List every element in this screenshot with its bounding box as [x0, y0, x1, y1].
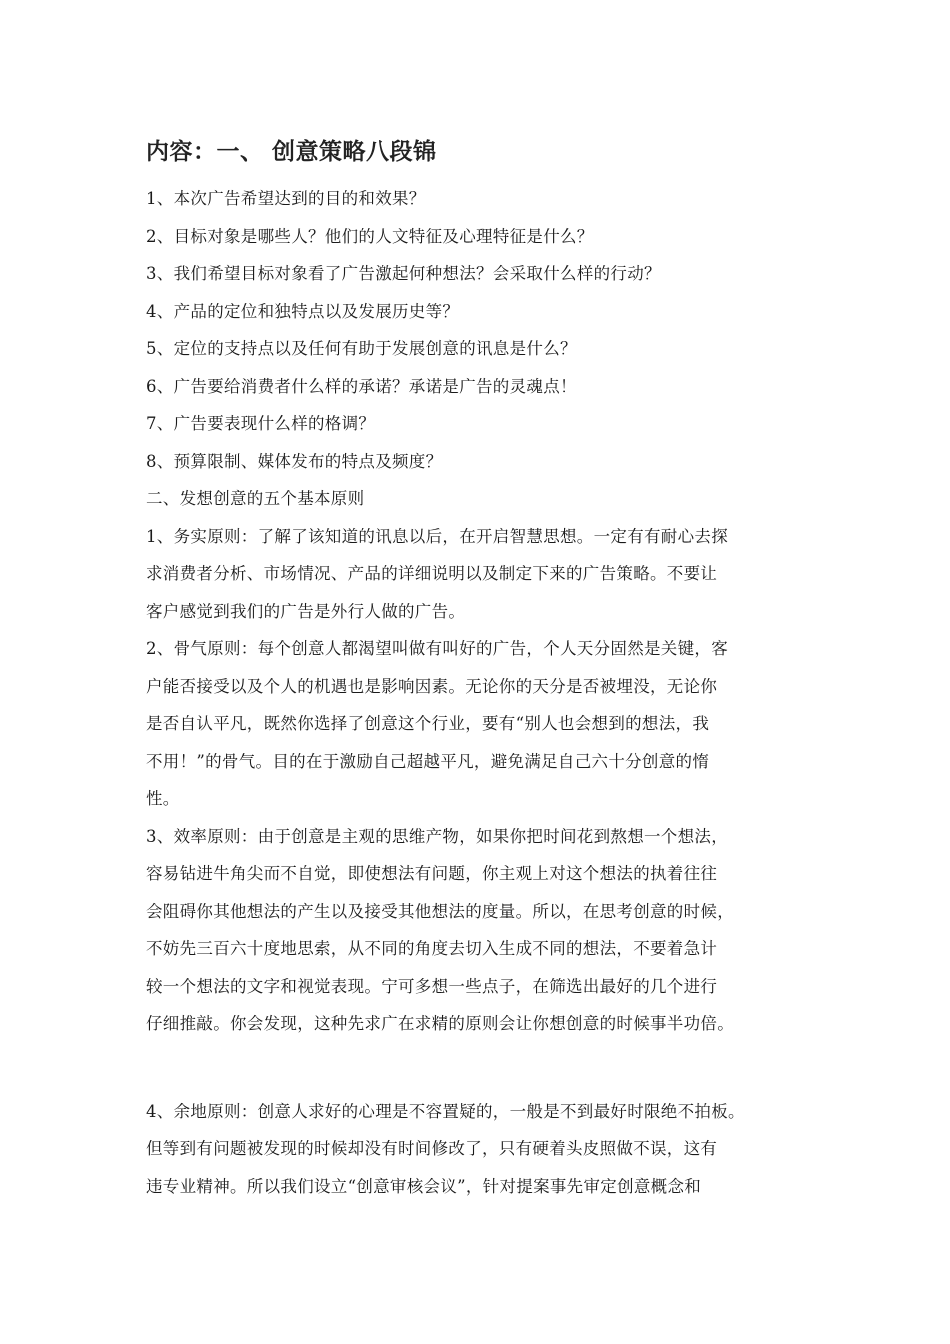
text-line: 2、目标对象是哪些人？他们的人文特征及心理特征是什么？: [146, 226, 594, 246]
paragraph-gap: [146, 1043, 836, 1093]
text-line: 客户感觉到我们的广告是外行人做的广告。: [146, 601, 466, 621]
text-line: 是否自认平凡，既然你选择了创意这个行业，要有“别人也会想到的想法，我: [146, 714, 710, 733]
text-line: 6、广告要给消费者什么样的承诺？承诺是广告的灵魂点！: [146, 376, 577, 396]
document-page: [146, 134, 836, 1205]
text-line: 不用！”的骨气。目的在于激励自己超越平凡，避免满足自己六十分创意的惰: [146, 751, 710, 771]
text-line: 8、预算限制、媒体发布的特点及频度？: [146, 451, 443, 471]
text-line: 4、余地原则：创意人求好的心理是不容置疑的，一般是不到最好时限绝不拍板。: [146, 1101, 745, 1121]
text-line: 较一个想法的文字和视觉表现。宁可多想一些点子，在筛选出最好的几个进行: [146, 976, 718, 996]
text-line: 但等到有问题被发现的时候却没有时间修改了，只有硬着头皮照做不误，这有: [146, 1139, 718, 1158]
text-line: 违专业精神。所以我们设立“创意审核会议”，针对提案事先审定创意概念和: [146, 1176, 702, 1196]
paragraph-block-b: [146, 1093, 836, 1206]
text-line: 户能否接受以及个人的机遇也是影响因素。无论你的天分是否被埋没，无论你: [146, 676, 718, 696]
text-line: 容易钻进牛角尖而不自觉，即使想法有问题，你主观上对这个想法的执着往往: [146, 864, 718, 883]
text-line: 求消费者分析、市场情况、产品的详细说明以及制定下来的广告策略。不要让: [146, 564, 718, 583]
text-line: 不妨先三百六十度地思索，从不同的角度去切入生成不同的想法，不要着急计: [146, 939, 718, 958]
document-title: 内容：一、 创意策略八段锦: [146, 139, 437, 165]
text-line: 会阻碍你其他想法的产生以及接受其他想法的度量。所以，在思考创意的时候，: [146, 901, 734, 921]
text-line: 1、务实原则：了解了该知道的讯息以后，在开启智慧思想。一定有有耐心去探: [146, 526, 728, 546]
text-line: 仔细推敲。你会发现，这种先求广在求精的原则会让你想创意的时候事半功倍。: [146, 1014, 734, 1033]
text-line: 性。: [146, 789, 180, 808]
text-line: 5、定位的支持点以及任何有助于发展创意的讯息是什么？: [146, 339, 577, 358]
section-heading: 二、发想创意的五个基本原则: [146, 489, 365, 508]
text-line: 2、骨气原则：每个创意人都渴望叫做有叫好的广告，个人天分固然是关键，客: [146, 639, 728, 658]
text-line: 1、本次广告希望达到的目的和效果？: [146, 189, 426, 208]
paragraph-block-a: [146, 180, 836, 1043]
text-line: 3、我们希望目标对象看了广告激起何种想法？会采取什么样的行动？: [146, 264, 661, 283]
text-line: 4、产品的定位和独特点以及发展历史等？: [146, 301, 460, 321]
text-line: 7、广告要表现什么样的格调？: [146, 414, 376, 433]
text-line: 3、效率原则：由于创意是主观的思维产物，如果你把时间花到熬想一个想法，: [146, 826, 728, 846]
